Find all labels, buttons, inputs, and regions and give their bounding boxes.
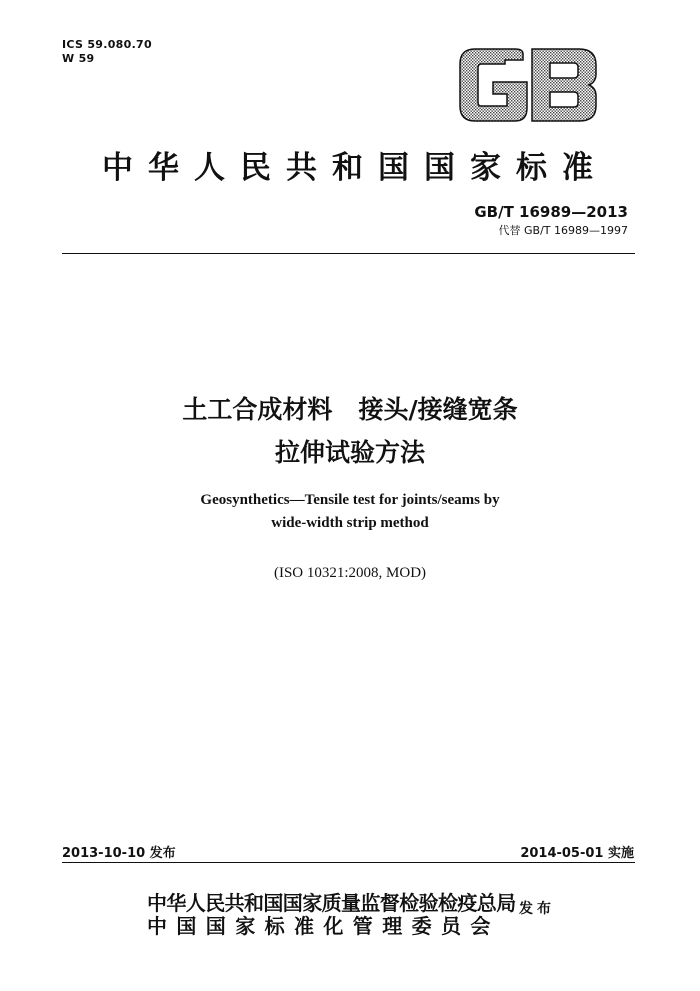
iso-adoption: (ISO 10321:2008, MOD) — [273, 565, 427, 581]
issue-date: 2013-10-10 发布 — [62, 846, 176, 861]
issuer-aqsiq: 中华人民共和国国家质量监督检验检疫总局 — [147, 891, 516, 915]
gb-logo — [457, 46, 599, 124]
english-title-line-1: Geosynthetics—Tensile test for joints/seams by — [200, 492, 500, 508]
organization-title: 中华人民共和国国家标准 — [102, 150, 608, 186]
english-title-line-2: wide-width strip method — [271, 515, 429, 531]
standard-number: GB/T 16989—2013 — [474, 203, 628, 221]
publish-label: 发布 — [519, 901, 555, 917]
implementation-date: 2014-05-01 实施 — [520, 846, 634, 861]
replaces-standard: 代替 GB/T 16989—1997 — [498, 224, 628, 237]
header-divider — [62, 253, 635, 254]
issuer-sac: 中国国家标准化管理委员会 — [147, 914, 500, 938]
chinese-title-part-1: 土工合成材料 — [182, 395, 333, 424]
chinese-title-part-2: 接头/接缝宽条 — [358, 395, 518, 424]
chinese-title-line-2: 拉伸试验方法 — [274, 438, 425, 467]
chinese-title-line-1 — [0, 390, 700, 426]
ccs-code: W 59 — [62, 52, 95, 65]
ics-code: ICS 59.080.70 — [62, 38, 152, 51]
footer-divider — [62, 862, 635, 863]
